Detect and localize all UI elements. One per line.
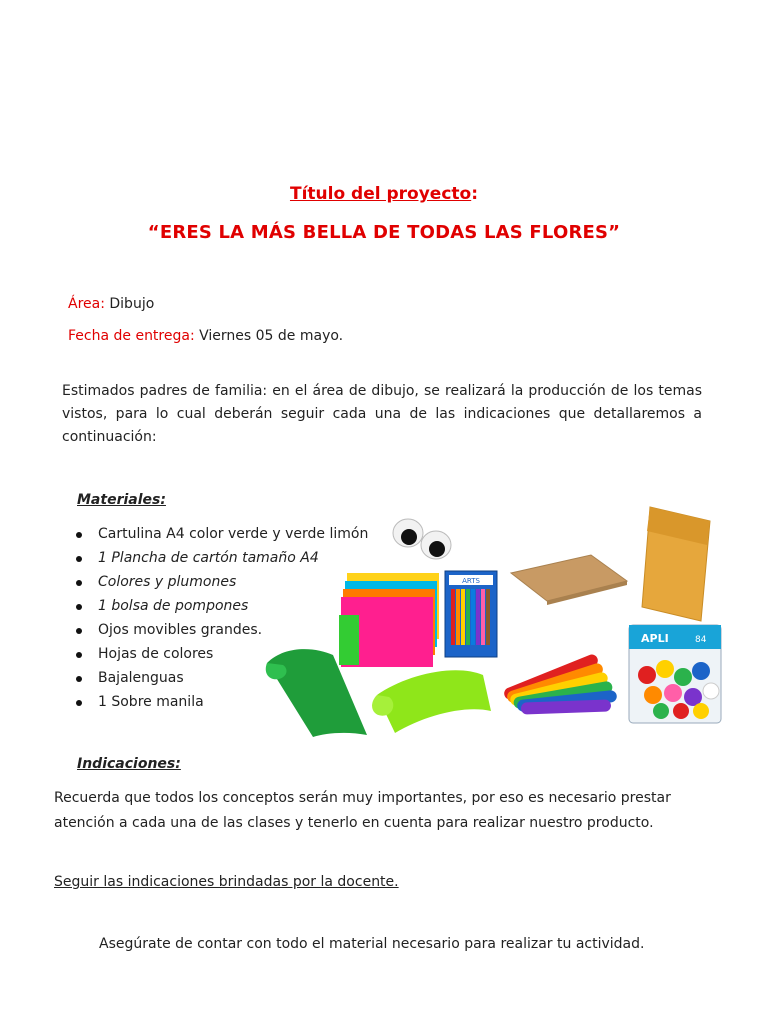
colored-paper-stack-icon: [339, 573, 439, 667]
pompom-bag-count: 84: [695, 635, 707, 645]
materials-heading: Materiales:: [77, 492, 166, 508]
manila-envelope-icon: [642, 507, 710, 621]
list-item: Cartulina A4 color verde y verde limón: [75, 522, 368, 546]
list-item: 1 bolsa de pompones: [75, 594, 368, 618]
marker-box-label: ARTS: [462, 577, 480, 585]
closing-note: Asegúrate de contar con todo el material necesario para realizar tu actividad.: [99, 936, 645, 952]
googly-eyes-icon: [393, 519, 451, 559]
indications-paragraph: Recuerda que todos los conceptos serán muy importantes, por eso es necesario prestar atención a cada una de las clases y tenerlo en cuenta para realizar nuestro producto.: [54, 790, 671, 831]
indications-heading: Indicaciones:: [77, 756, 181, 772]
project-title-label-text: Título del proyecto: [289, 184, 472, 204]
follow-instructions: Seguir las indicaciones brindadas por la docente.: [54, 874, 399, 890]
list-item: Ojos movibles grandes.: [75, 618, 368, 642]
area-field: [68, 296, 154, 312]
craft-sticks-icon: [502, 653, 617, 715]
list-item: Hojas de colores: [75, 642, 368, 666]
area-label: Área:: [68, 296, 105, 312]
pompom-bag-icon: [629, 625, 721, 723]
project-title-label: [0, 184, 768, 204]
list-item: Bajalenguas: [75, 666, 368, 690]
area-value: Dibujo: [104, 296, 155, 312]
delivery-date-field: [68, 328, 343, 344]
pompom-bag-brand: APLI: [641, 632, 669, 645]
marker-box-icon: [445, 571, 497, 657]
lime-rolled-paper-icon: [372, 670, 491, 733]
delivery-date-value: Viernes 05 de mayo.: [194, 328, 344, 344]
list-item: Colores y plumones: [75, 570, 368, 594]
intro-paragraph: Estimados padres de familia: en el área de dibujo, se realizará la producción de los temas vistos, para lo cual deberán seguir cada una de las indicaciones que detallaremos a continuación:: [62, 383, 702, 445]
project-title-colon: :: [471, 184, 479, 204]
delivery-date-label: Fecha de entrega:: [68, 328, 195, 344]
list-item: 1 Sobre manila: [75, 690, 368, 714]
cardboard-sheet-icon: [511, 555, 627, 605]
materials-illustration: [255, 505, 725, 745]
list-item: 1 Plancha de cartón tamaño A4: [75, 546, 368, 570]
project-name: “ERES LA MÁS BELLA DE TODAS LAS FLORES”: [147, 222, 621, 243]
